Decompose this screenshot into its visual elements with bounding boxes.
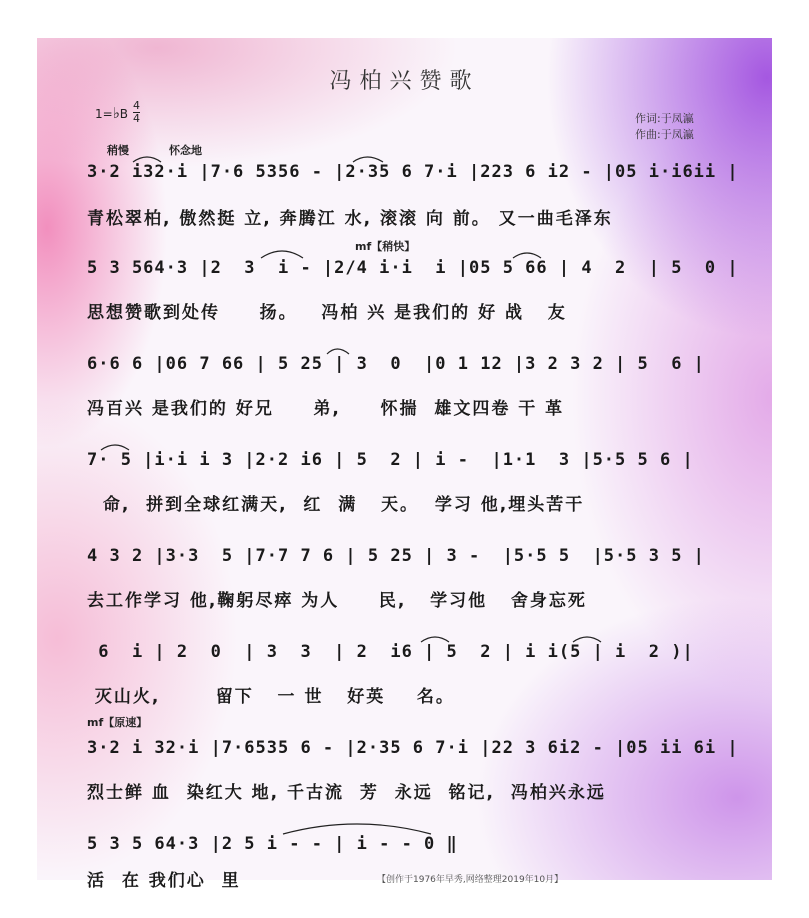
lyrics-line-8: 活 在 我们心 里 <box>87 871 241 891</box>
tempo-mark-mid: mf【稍快】 <box>355 240 416 253</box>
slur-mark <box>283 824 431 834</box>
time-top: 4 <box>133 99 140 112</box>
decorative-slurs <box>37 38 772 880</box>
tempo-mark-last: mf【原速】 <box>87 716 148 729</box>
slur-mark <box>261 251 303 258</box>
lyrics-line-5: 去工作学习 他,鞠躬尽瘁 为人 民, 学习他 舍身忘死 <box>87 591 587 611</box>
notation-line-5: 4 3 2 |3·3 5 |7·7 7 6 | 5 25 | 3 - |5·5 5 |5·5 3 5 | <box>87 546 705 566</box>
tempo-mark-start: 稍慢 <box>107 144 129 157</box>
slur-mark <box>327 349 349 354</box>
key-prefix: 1= <box>95 107 113 121</box>
lyrics-line-3: 冯百兴 是我们的 好兄 弟, 怀揣 雄文四卷 干 革 <box>87 399 565 419</box>
time-bottom: 4 <box>133 112 140 125</box>
slur-mark <box>133 157 161 162</box>
notation-line-1: 3·2 i32·i |7·6 5356 - |2·35 6 7·i |223 6 i2 - |05 i·i6ii | <box>87 162 739 182</box>
score-sheet <box>37 38 772 891</box>
notation-line-7: 3·2 i 32·i |7·6535 6 - |2·35 6 7·i |22 3 6i2 - |05 ii 6i | <box>87 738 739 758</box>
notation-line-8: 5 3 5 64·3 |2 5 i - - | i - - 0 ‖ <box>87 834 458 854</box>
notation-line-3: 6·6 6 |06 7 66 | 5 25 | 3 0 |0 1 12 |3 2 3 2 | 5 6 | <box>87 354 705 374</box>
slur-mark <box>513 253 541 258</box>
slur-mark <box>353 157 383 162</box>
flat-sign: ♭ <box>112 104 120 122</box>
notation-line-4: 7· 5 |i·i i 3 |2·2 i6 | 5 2 | i - |1·1 3 |5·5 5 6 | <box>87 450 694 470</box>
lyrics-line-7: 烈士鲜 血 染红大 地, 千古流 芳 永远 铭记, 冯柏兴永远 <box>87 783 606 803</box>
notation-line-2: 5 3 564·3 |2 3 i - |2/4 i·i i |05 5 66 | 4 2 | 5 0 | <box>87 258 739 278</box>
lyrics-line-4: 命, 拼到全球红满天, 红 满 天。 学习 他,埋头苦干 <box>87 495 585 515</box>
song-title: 冯柏兴赞歌 <box>329 69 480 94</box>
lyricist-credit: 作词:于凤瀛 <box>635 112 694 125</box>
notation-line-6: 6 i | 2 0 | 3 3 | 2 i6 | 5 2 | i i(5 | i 2 )| <box>87 642 694 662</box>
lyrics-line-6: 灭山火, 留下 一 世 好英 名。 <box>87 687 455 707</box>
lyrics-line-2: 思想赞歌到处传 扬。 冯柏 兴 是我们的 好 战 友 <box>87 303 567 323</box>
key-note: B <box>119 107 129 121</box>
lyrics-line-1: 青松翠柏, 傲然挺 立, 奔腾江 水, 滚滚 向 前。 又一曲毛泽东 <box>87 209 613 229</box>
mood-mark-start: 怀念地 <box>169 144 202 157</box>
slur-mark <box>573 637 601 642</box>
composer-credit: 作曲:于凤瀛 <box>635 128 694 141</box>
slur-mark <box>421 637 449 642</box>
source-note: 【创作于1976年早秀,网络整理2019年10月】 <box>377 875 564 885</box>
slur-mark <box>101 445 129 450</box>
